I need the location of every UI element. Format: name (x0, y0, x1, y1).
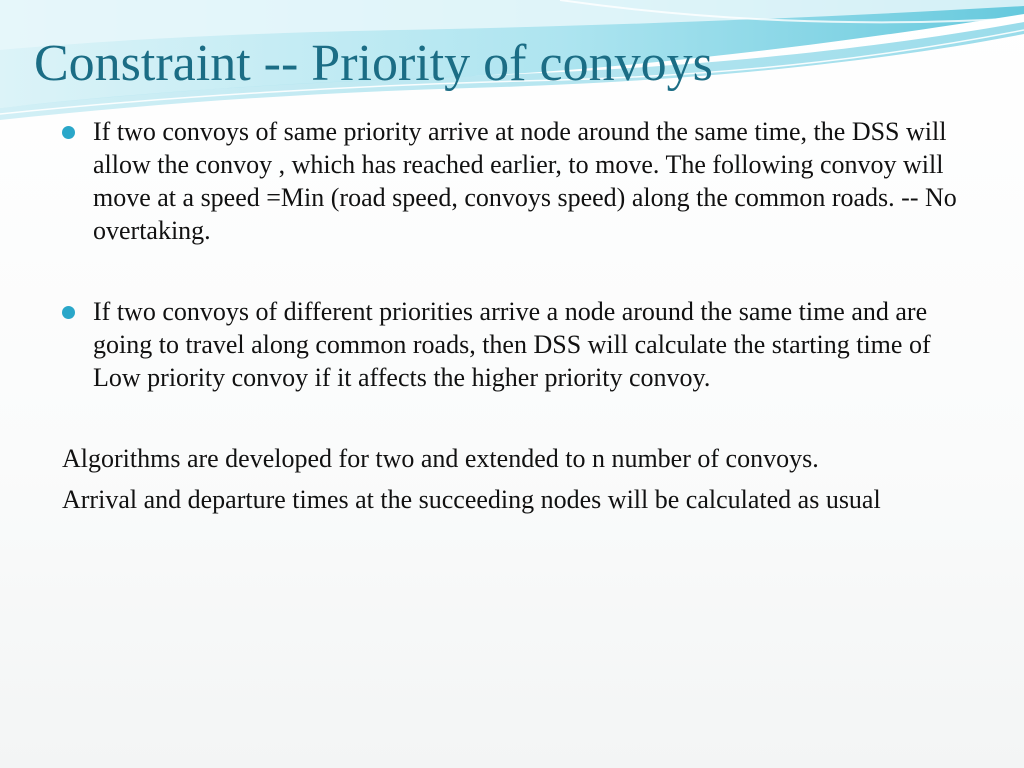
slide-title: Constraint -- Priority of convoys (34, 35, 713, 92)
paragraph-algorithms: Algorithms are developed for two and extended to n number of convoys. (62, 444, 819, 473)
bullet-dot-icon (62, 126, 75, 139)
paragraph-arrival-departure: Arrival and departure times at the succeeding nodes will be calculated as usual (62, 485, 881, 514)
bullet-text: If two convoys of different priorities arrive a node around the same time and are going to travel along common roads, then DSS will calculate the starting time of Low priority convoy if it affects the higher priority convoy. (93, 297, 931, 392)
bullet-text: If two convoys of same priority arrive at node around the same time, the DSS will allow the convoy , which has reached earlier, to move. The following convoy will move at a speed =Min (road speed, convoys speed) along the common roads. -- No overtaking. (93, 117, 957, 245)
slide-content (62, 115, 972, 516)
bullet-dot-icon (62, 306, 75, 319)
bullet-item-same-priority (62, 115, 972, 247)
bullet-item-different-priorities (62, 295, 972, 394)
